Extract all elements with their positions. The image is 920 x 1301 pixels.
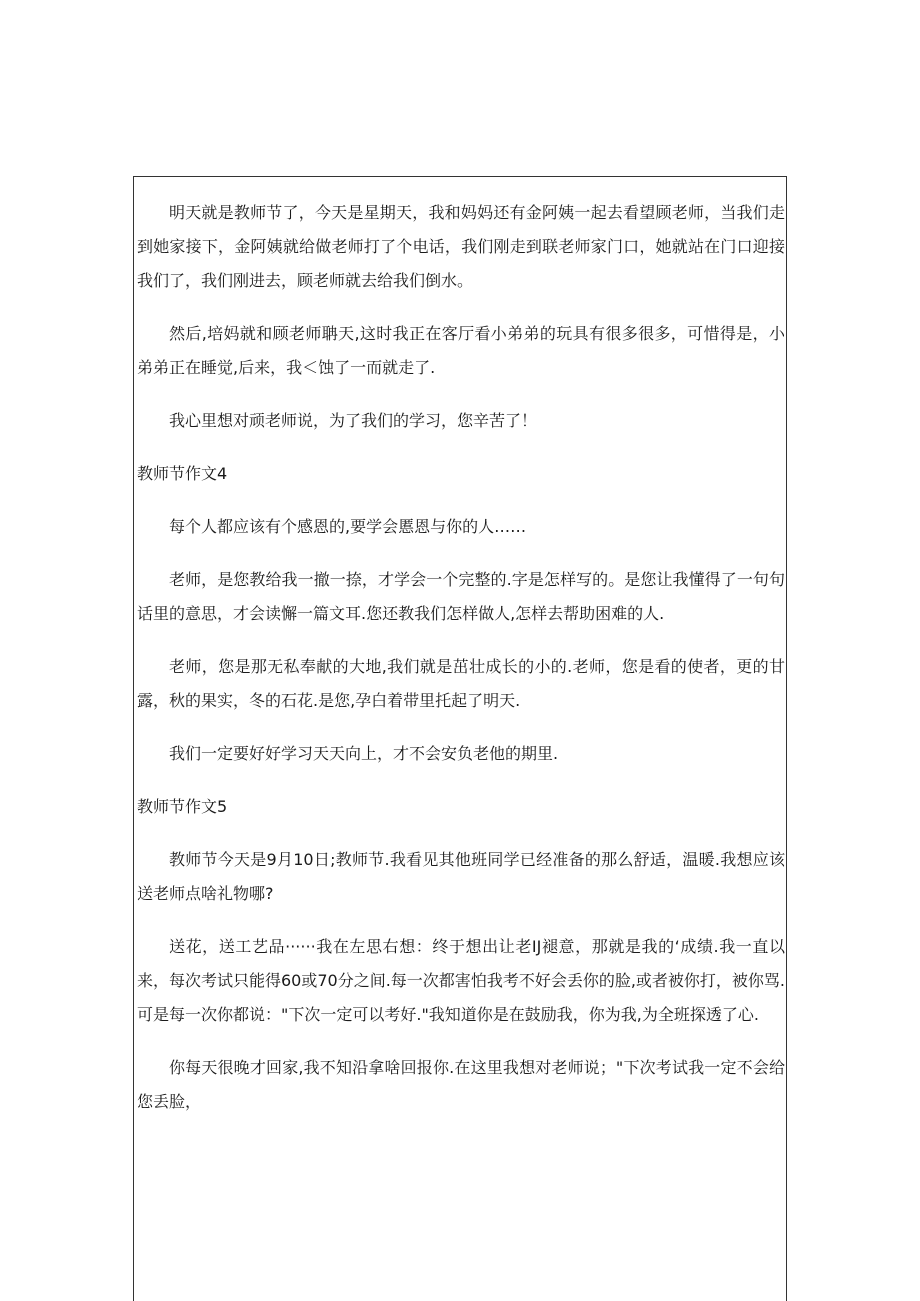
document-body	[137, 196, 785, 1138]
paragraph-5: 老师，是您教给我一撤一捺，才学会一个完整的.字是怎样写的。是您让我懂得了一句句话里的意思，才会读懈一篇文耳.您还教我们怎样做人,怎样去帮助困难的人.	[137, 570, 785, 623]
paragraph-4: 每个人都应该有个感恩的,要学会慝恩与你的人……	[169, 517, 527, 536]
paragraph-1: 明天就是教师节了，今天是星期天，我和妈妈还有金阿姨一起去看望顾老师，当我们走到她家接下，金阿姨就给做老师打了个电话，我们刚走到联老师家门口，她就站在门口迎接我们了，我们刚进去，顾老师就去给我们倒水。	[137, 203, 785, 290]
section-heading-4: 教师节作文4	[137, 464, 228, 483]
paragraph-8: 教师节今天是9月10日;教师节.我看见其他班同学已经准备的那么舒适，温暖.我想应该送老师点啥礼物哪?	[137, 850, 785, 903]
paragraph-9: 送花，送工艺品······我在左思右想：终于想出让老IJ褪意，那就是我的‘成绩.我一直以来，每次考试只能得60或70分之间.每一次都害怕我考不好会丢你的脸,或者被你打，被你骂.可是每一次你都说："下次一定可以考好."我知道你是在鼓励我，你为我,为全班探透了心.	[137, 937, 785, 1024]
paragraph-3: 我心里想对顽老师说，为了我们的学习，您辛苦了！	[169, 411, 538, 430]
paragraph-6: 老师，您是那无私奉献的大地,我们就是茁壮成长的小的.老师，您是看的使者，更的甘露，秋的果实，冬的石花.是您,孕白着带里托起了明天.	[137, 657, 785, 710]
section-heading-5: 教师节作文5	[137, 797, 228, 816]
paragraph-2: 然后,培妈就和顾老师聃天,这时我正在客厅看小弟弟的玩具有很多很多，可惜得是，小弟弟正在睡觉,后来，我＜蚀了一而就走了.	[137, 324, 785, 377]
paragraph-7: 我们一定要好好学习天天向上，才不会安负老他的期里.	[169, 744, 559, 763]
paragraph-10: 你每天很晚才回家,我不知沿拿啥回报你.在这里我想对老师说；"下次考试我一定不会给您丢脸，	[137, 1058, 785, 1111]
